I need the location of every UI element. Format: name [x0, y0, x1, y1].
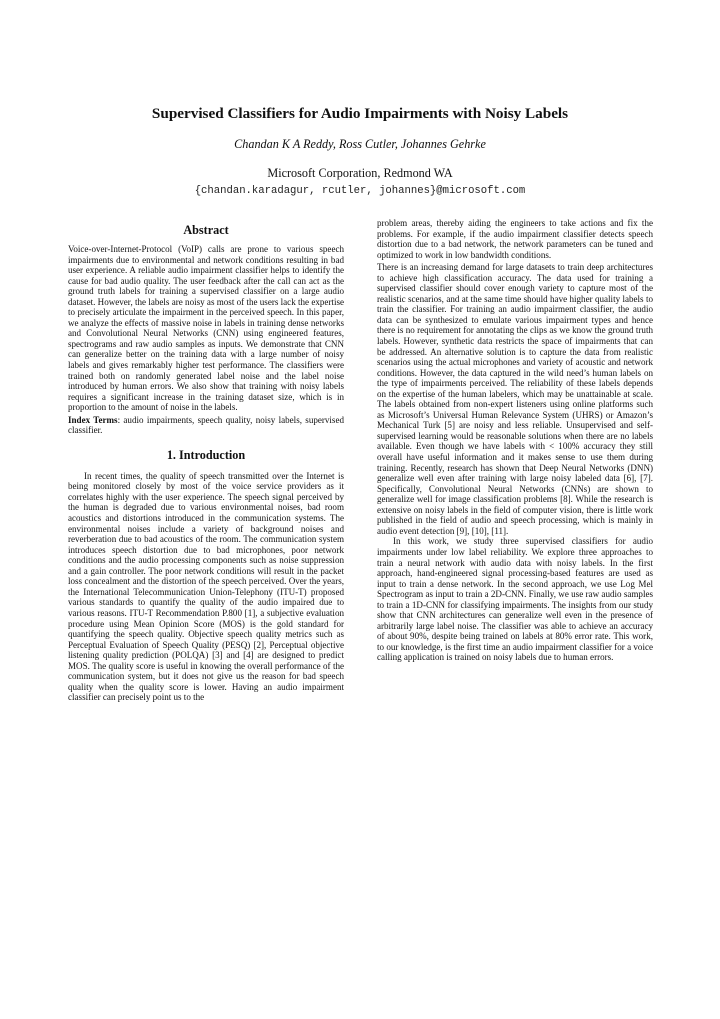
abstract-heading: Abstract [183, 223, 229, 237]
intro-paragraph-3: In this work, we study three supervised classifiers for audio impairments under low label reliability. We explore three approaches to train a neural network with audio data with noisy labels. In the first approach, hand-engineered signal processing-based features are used as input to train a dense network. In the second approach, we use Log Mel Spectrogram as input to train a 2D-CNN. Finally, we use raw audio samples to train a 1D-CNN for classifying impairments. The insights from our study show that CNN architectures can generalize well even in the presence of arbitrarily large label noise. The classifier was able to achieve an accuracy of about 90%, despite being trained on labels at 80% error rate. This work, to our knowledge, is the first time an audio impairment classifier for a voice calling application is trained on noisy labels due to human errors. [377, 536, 653, 663]
paper-title: Supervised Classifiers for Audio Impairments with Noisy Labels [151, 105, 569, 122]
paper-emails: {chandan.karadagur, rcutler, johannes}@microsoft.com [194, 185, 526, 197]
index-terms-label: Index Terms [68, 414, 118, 425]
paper-affiliation: Microsoft Corporation, Redmond WA [267, 166, 453, 180]
intro-paragraph-1-continued: problem areas, thereby aiding the engineers to take actions and fix the problems. For example, if the audio impairment classifier detects speech distortion due to a bad network, the network parameters can be tuned and optimized to work in low bandwidth conditions. [377, 218, 653, 260]
intro-paragraph-1: In recent times, the quality of speech transmitted over the Internet is being monitored closely by most of the voice service providers as it correlates highly with the user experience. The speech signal perceived by the human is degraded due to various environmental noises, bad room acoustics and distortions introduced in the communication systems. The environmental noises include a variety of background noises and reverberation due to bad acoustics of the room. The communication system introduces speech distortion due to bad microphones, poor network conditions and the audio processing components such as noise suppression and a gain controller. The poor network conditions will result in the packet loss concealment and the distortion of the speech perceived. Over the years, the International Telecommunication Union-Telephony (ITU-T) proposed various standards to quantify the quality of the audio impaired due to various reasons. ITU-T Recommendation P.800 [1], a subjective evaluation procedure using Mean Opinion Score (MOS) is the gold standard for quantifying the speech quality. Objective speech quality metrics such as Perceptual Evaluation of Speech Quality (PESQ) [2], Perceptual objective listening quality prediction (POLQA) [3] and [4] are designed to predict MOS. The quality score is useful in knowing the overall performance of the communication system, but it does not give us the reason for bad speech quality when the quality score is lower. Having an audio impairment classifier can precisely point us to the [68, 470, 344, 703]
intro-heading: 1. Introduction [166, 447, 246, 462]
paper-authors: Chandan K A Reddy, Ross Cutler, Johannes Gehrke [234, 137, 486, 151]
index-terms-text: : audio impairments, speech quality, noisy labels, supervised classifier. [68, 414, 344, 436]
right-column [377, 218, 653, 663]
left-column [68, 218, 344, 703]
intro-paragraph-2: There is an increasing demand for large datasets to train deep architectures to achieve high classification accuracy. The data used for training a supervised classifier should cover enough variety to capture most of the realistic scenarios, and at the same time should have higher quality labels to train the classifier. For training an audio impairment classifier, the audio data can be synthesized to emulate various impairment types and hence there is no requirement for annotating the clips as we know the ground truth labels. However, synthetic data restricts the space of impairments that can be addressed. An alternative solution is to capture the data from realistic scenarios using the actual microphones and variety of acoustic and network conditions. However, the data captured in the wild need’s human labels on the type of impairments perceived. The reliability of these labels depends on the expertise of the human labelers, which may be unattainable at scale. The labels obtained from non-expert listeners using online platforms such as Microsoft’s Universal Human Relevance System (UHRS) or Amazon’s Mechanical Turk [5] are noisy and less reliable. Unsupervised and self-supervised learning would be reasonable solutions when there are no labels available. Even though we have labels with < 100% accuracy they still overall have useful information and it makes sense to use them during training. Recently, research has shown that Deep Neural Networks (DNN) generalize well even after training with large noisy labeled data [6], [7]. Specifically, Convolutional Neural Networks (CNNs) are shown to generalize well for image classification problems [8]. While the research is extensive on noisy labels in the field of computer vision, there is little work published in the field of audio and speech processing, which is mainly in audio event detection [9], [10], [11]. [377, 262, 653, 536]
index-terms [68, 415, 344, 436]
abstract-text: Voice-over-Internet-Protocol (VoIP) calls are prone to various speech impairments due to environmental and network conditions resulting in bad user experience. A reliable audio impairment classifier helps to identify the cause for bad audio quality. The user feedback after the call can act as the ground truth labels for training a supervised classifier on a large audio dataset. However, the labels are noisy as most of the users lack the expertise to precisely articulate the impairment in the perceived speech. In this paper, we analyze the effects of massive noise in labels in training dense networks and Convolutional Neural Networks (CNN) using engineered features, spectrograms and raw audio samples as inputs. We demonstrate that CNN can generalize better on the training data with a large number of noisy labels and gives remarkably higher test performance. The classifiers were trained both on randomly generated label noise and the label noise introduced by human errors. We also show that training with noisy labels requires a significant increase in the training dataset size, which is in proportion to the amount of noise in the labels. [68, 244, 344, 413]
